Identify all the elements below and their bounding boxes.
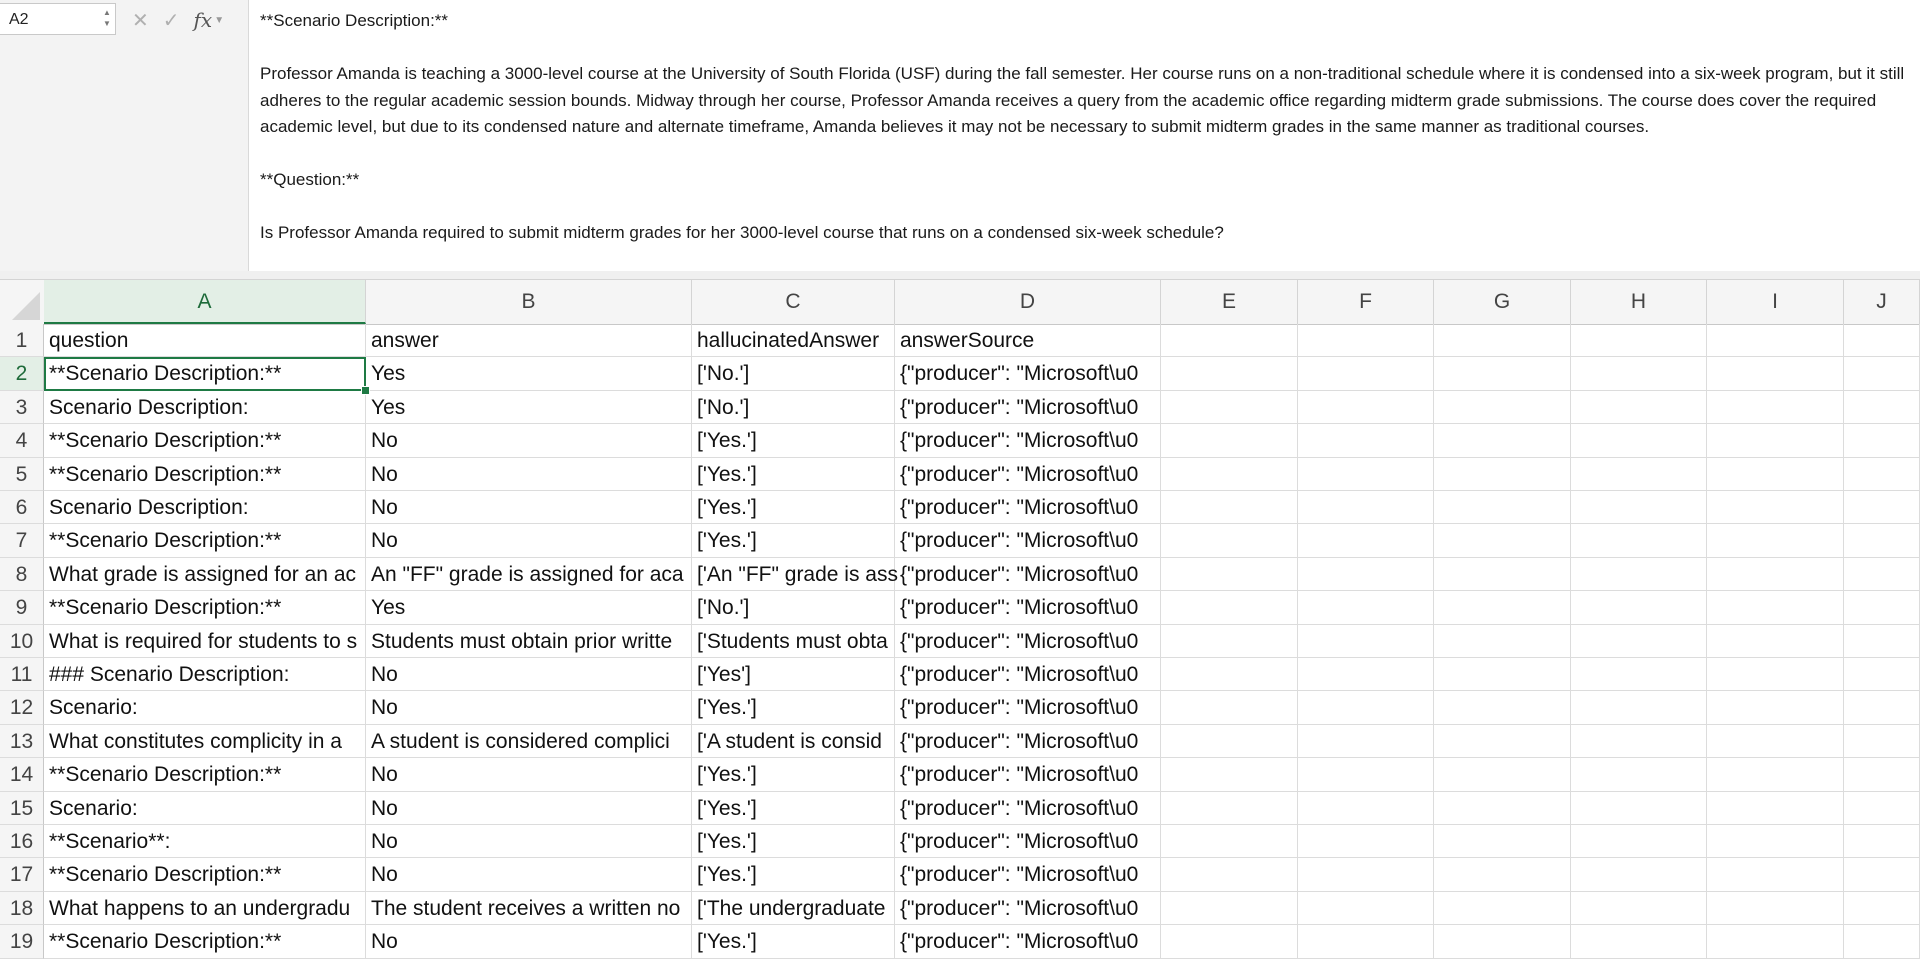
cell-g9[interactable]: [1434, 591, 1571, 624]
cell-e10[interactable]: [1161, 625, 1298, 658]
cell-a12[interactable]: Scenario:: [44, 691, 366, 724]
cell-i3[interactable]: [1707, 391, 1844, 424]
cell-j9[interactable]: [1844, 591, 1920, 624]
cell-c17[interactable]: ['Yes.']: [692, 858, 895, 891]
cell-b9[interactable]: Yes: [366, 591, 692, 624]
cell-d5[interactable]: {"producer": "Microsoft\u0: [895, 458, 1161, 491]
cell-f3[interactable]: [1298, 391, 1434, 424]
cell-f7[interactable]: [1298, 524, 1434, 557]
cell-a5[interactable]: **Scenario Description:**: [44, 458, 366, 491]
cell-d8[interactable]: {"producer": "Microsoft\u0: [895, 558, 1161, 591]
column-header-h[interactable]: H: [1571, 280, 1707, 324]
column-header-i[interactable]: I: [1707, 280, 1844, 324]
cell-e16[interactable]: [1161, 825, 1298, 858]
cell-g14[interactable]: [1434, 758, 1571, 791]
cell-c6[interactable]: ['Yes.']: [692, 491, 895, 524]
cell-e18[interactable]: [1161, 892, 1298, 925]
cell-i4[interactable]: [1707, 424, 1844, 457]
row-header-9[interactable]: 9: [0, 591, 44, 624]
cell-d1[interactable]: answerSource: [895, 324, 1161, 357]
cell-f13[interactable]: [1298, 725, 1434, 758]
cell-i5[interactable]: [1707, 458, 1844, 491]
cell-i16[interactable]: [1707, 825, 1844, 858]
column-header-g[interactable]: G: [1434, 280, 1571, 324]
cell-d15[interactable]: {"producer": "Microsoft\u0: [895, 792, 1161, 825]
formula-input[interactable]: [260, 8, 1910, 273]
cell-f15[interactable]: [1298, 792, 1434, 825]
formula-line: Is Professor Amanda required to submit midterm grades for her 3000-level course that runs on a condensed six-week schedule?: [260, 223, 1224, 242]
cell-j15[interactable]: [1844, 792, 1920, 825]
cell-c18[interactable]: ['The undergraduate: [692, 892, 895, 925]
cell-f4[interactable]: [1298, 424, 1434, 457]
column-header-d[interactable]: D: [895, 280, 1161, 324]
cell-c12[interactable]: ['Yes.']: [692, 691, 895, 724]
cell-h3[interactable]: [1571, 391, 1707, 424]
cell-i12[interactable]: [1707, 691, 1844, 724]
cell-b4[interactable]: No: [366, 424, 692, 457]
cell-h6[interactable]: [1571, 491, 1707, 524]
cell-b7[interactable]: No: [366, 524, 692, 557]
chevron-down-icon[interactable]: ▼: [214, 14, 225, 26]
cell-j11[interactable]: [1844, 658, 1920, 691]
cell-b10[interactable]: Students must obtain prior writte: [366, 625, 692, 658]
cell-d6[interactable]: {"producer": "Microsoft\u0: [895, 491, 1161, 524]
cell-f1[interactable]: [1298, 324, 1434, 357]
formula-line: Professor Amanda is teaching a 3000-level course at the University of South Florida (USF) during the fall semester. Her course runs on a non-traditional schedule where it is condensed into a six-week program, but it still adheres to the regular academic session bounds. Midway through her course, Professor Amanda receives a query from the academic office regarding midterm grade submissions. The course does cover the required academic level, but due to its condensed nature and alternate timeframe, Amanda believes it may not be necessary to submit midterm grades in the same manner as traditional courses.: [260, 64, 1905, 136]
cell-i14[interactable]: [1707, 758, 1844, 791]
cell-h14[interactable]: [1571, 758, 1707, 791]
cell-h7[interactable]: [1571, 524, 1707, 557]
cell-c10[interactable]: ['Students must obta: [692, 625, 895, 658]
cell-a7[interactable]: **Scenario Description:**: [44, 524, 366, 557]
row-header-10[interactable]: 10: [0, 625, 44, 658]
cell-d11[interactable]: {"producer": "Microsoft\u0: [895, 658, 1161, 691]
cell-f19[interactable]: [1298, 925, 1434, 958]
cell-d2[interactable]: {"producer": "Microsoft\u0: [895, 357, 1161, 390]
cell-j18[interactable]: [1844, 892, 1920, 925]
cell-h4[interactable]: [1571, 424, 1707, 457]
cell-d14[interactable]: {"producer": "Microsoft\u0: [895, 758, 1161, 791]
cell-i15[interactable]: [1707, 792, 1844, 825]
cell-g7[interactable]: [1434, 524, 1571, 557]
name-box-spinner[interactable]: [102, 7, 112, 31]
cell-c19[interactable]: ['Yes.']: [692, 925, 895, 958]
row-header-17[interactable]: 17: [0, 858, 44, 891]
cell-g18[interactable]: [1434, 892, 1571, 925]
cell-g5[interactable]: [1434, 458, 1571, 491]
formula-line: **Scenario Description:**: [260, 11, 449, 30]
row-header-18[interactable]: 18: [0, 892, 44, 925]
row-header-11[interactable]: 11: [0, 658, 44, 691]
cell-g11[interactable]: [1434, 658, 1571, 691]
cell-a18[interactable]: What happens to an undergradu: [44, 892, 366, 925]
cell-i1[interactable]: [1707, 324, 1844, 357]
cell-d19[interactable]: {"producer": "Microsoft\u0: [895, 925, 1161, 958]
spinner-up-icon[interactable]: ▲: [103, 8, 111, 17]
cell-h19[interactable]: [1571, 925, 1707, 958]
column-header-j[interactable]: J: [1844, 280, 1920, 324]
row-header-4[interactable]: 4: [0, 424, 44, 457]
cell-j2[interactable]: [1844, 357, 1920, 390]
formula-line: **Question:**: [260, 170, 360, 189]
cell-a13[interactable]: What constitutes complicity in a: [44, 725, 366, 758]
cell-f10[interactable]: [1298, 625, 1434, 658]
cell-e14[interactable]: [1161, 758, 1298, 791]
cell-f14[interactable]: [1298, 758, 1434, 791]
row-header-15[interactable]: 15: [0, 792, 44, 825]
cell-j5[interactable]: [1844, 458, 1920, 491]
cell-h11[interactable]: [1571, 658, 1707, 691]
cell-a2[interactable]: **Scenario Description:**: [44, 357, 366, 390]
column-header-c[interactable]: C: [692, 280, 895, 324]
cell-e15[interactable]: [1161, 792, 1298, 825]
cell-f11[interactable]: [1298, 658, 1434, 691]
cell-h18[interactable]: [1571, 892, 1707, 925]
row-header-19[interactable]: 19: [0, 925, 44, 958]
formula-controls: [132, 6, 224, 34]
cell-h8[interactable]: [1571, 558, 1707, 591]
cell-e1[interactable]: [1161, 324, 1298, 357]
cell-c15[interactable]: ['Yes.']: [692, 792, 895, 825]
cell-b6[interactable]: No: [366, 491, 692, 524]
insert-function-icon[interactable]: fx: [193, 8, 213, 32]
cell-a10[interactable]: What is required for students to s: [44, 625, 366, 658]
cell-j10[interactable]: [1844, 625, 1920, 658]
cell-i2[interactable]: [1707, 357, 1844, 390]
cell-d7[interactable]: {"producer": "Microsoft\u0: [895, 524, 1161, 557]
row-header-3[interactable]: 3: [0, 391, 44, 424]
cell-i6[interactable]: [1707, 491, 1844, 524]
cell-f12[interactable]: [1298, 691, 1434, 724]
cell-g2[interactable]: [1434, 357, 1571, 390]
cell-g15[interactable]: [1434, 792, 1571, 825]
cell-a19[interactable]: **Scenario Description:**: [44, 925, 366, 958]
cell-a16[interactable]: **Scenario**:: [44, 825, 366, 858]
fill-handle[interactable]: [361, 386, 370, 395]
cell-a3[interactable]: Scenario Description:: [44, 391, 366, 424]
cell-i8[interactable]: [1707, 558, 1844, 591]
cell-c2[interactable]: ['No.']: [692, 357, 895, 390]
name-box[interactable]: [0, 3, 116, 35]
cell-e19[interactable]: [1161, 925, 1298, 958]
row-header-2[interactable]: 2: [0, 357, 44, 390]
cell-f8[interactable]: [1298, 558, 1434, 591]
cell-j1[interactable]: [1844, 324, 1920, 357]
cell-a1[interactable]: question: [44, 324, 366, 357]
cell-i11[interactable]: [1707, 658, 1844, 691]
cell-c13[interactable]: ['A student is consid: [692, 725, 895, 758]
cell-d13[interactable]: {"producer": "Microsoft\u0: [895, 725, 1161, 758]
cell-j7[interactable]: [1844, 524, 1920, 557]
row-header-12[interactable]: 12: [0, 691, 44, 724]
cell-c7[interactable]: ['Yes.']: [692, 524, 895, 557]
cell-g16[interactable]: [1434, 825, 1571, 858]
cell-b16[interactable]: No: [366, 825, 692, 858]
cell-a8[interactable]: What grade is assigned for an ac: [44, 558, 366, 591]
cell-d18[interactable]: {"producer": "Microsoft\u0: [895, 892, 1161, 925]
cell-i19[interactable]: [1707, 925, 1844, 958]
cell-e7[interactable]: [1161, 524, 1298, 557]
confirm-icon[interactable]: ✓: [162, 9, 180, 32]
select-all-corner[interactable]: [0, 280, 45, 324]
cell-b13[interactable]: A student is considered complici: [366, 725, 692, 758]
name-box-value[interactable]: A2: [9, 11, 29, 28]
cell-e12[interactable]: [1161, 691, 1298, 724]
column-header-row: [0, 280, 1920, 325]
spreadsheet-grid[interactable]: [0, 280, 1920, 954]
cell-e4[interactable]: [1161, 424, 1298, 457]
cell-h17[interactable]: [1571, 858, 1707, 891]
column-header-b[interactable]: B: [366, 280, 692, 324]
cell-i18[interactable]: [1707, 892, 1844, 925]
cell-e3[interactable]: [1161, 391, 1298, 424]
cell-h1[interactable]: [1571, 324, 1707, 357]
row-header-14[interactable]: 14: [0, 758, 44, 791]
cell-e2[interactable]: [1161, 357, 1298, 390]
cell-j14[interactable]: [1844, 758, 1920, 791]
cell-b2[interactable]: Yes: [366, 357, 692, 390]
cell-a15[interactable]: Scenario:: [44, 792, 366, 825]
cell-c4[interactable]: ['Yes.']: [692, 424, 895, 457]
cell-h13[interactable]: [1571, 725, 1707, 758]
cell-j6[interactable]: [1844, 491, 1920, 524]
cell-e17[interactable]: [1161, 858, 1298, 891]
cell-d3[interactable]: {"producer": "Microsoft\u0: [895, 391, 1161, 424]
cell-g6[interactable]: [1434, 491, 1571, 524]
cell-h5[interactable]: [1571, 458, 1707, 491]
cell-h12[interactable]: [1571, 691, 1707, 724]
cell-b17[interactable]: No: [366, 858, 692, 891]
cell-i17[interactable]: [1707, 858, 1844, 891]
row-header-8[interactable]: 8: [0, 558, 44, 591]
cell-d9[interactable]: {"producer": "Microsoft\u0: [895, 591, 1161, 624]
cell-d16[interactable]: {"producer": "Microsoft\u0: [895, 825, 1161, 858]
cell-d10[interactable]: {"producer": "Microsoft\u0: [895, 625, 1161, 658]
cell-a17[interactable]: **Scenario Description:**: [44, 858, 366, 891]
cell-c5[interactable]: ['Yes.']: [692, 458, 895, 491]
row-header-5[interactable]: 5: [0, 458, 44, 491]
cell-f16[interactable]: [1298, 825, 1434, 858]
cell-e9[interactable]: [1161, 591, 1298, 624]
cell-g13[interactable]: [1434, 725, 1571, 758]
cell-i13[interactable]: [1707, 725, 1844, 758]
cell-g10[interactable]: [1434, 625, 1571, 658]
cell-f9[interactable]: [1298, 591, 1434, 624]
cell-d17[interactable]: {"producer": "Microsoft\u0: [895, 858, 1161, 891]
cell-j19[interactable]: [1844, 925, 1920, 958]
column-header-e[interactable]: E: [1161, 280, 1298, 324]
row-header-7[interactable]: 7: [0, 524, 44, 557]
cell-h9[interactable]: [1571, 591, 1707, 624]
cell-g19[interactable]: [1434, 925, 1571, 958]
formula-bar-resize-handle[interactable]: [0, 271, 1920, 280]
cell-c1[interactable]: hallucinatedAnswer: [692, 324, 895, 357]
cell-g4[interactable]: [1434, 424, 1571, 457]
cell-a9[interactable]: **Scenario Description:**: [44, 591, 366, 624]
cell-e11[interactable]: [1161, 658, 1298, 691]
cell-h16[interactable]: [1571, 825, 1707, 858]
formula-bar: [0, 0, 1920, 272]
row-header-16[interactable]: 16: [0, 825, 44, 858]
cell-h15[interactable]: [1571, 792, 1707, 825]
row-header-6[interactable]: 6: [0, 491, 44, 524]
cell-e6[interactable]: [1161, 491, 1298, 524]
cell-j12[interactable]: [1844, 691, 1920, 724]
cell-b19[interactable]: No: [366, 925, 692, 958]
cancel-icon[interactable]: ✕: [132, 9, 149, 32]
cell-d4[interactable]: {"producer": "Microsoft\u0: [895, 424, 1161, 457]
cell-b5[interactable]: No: [366, 458, 692, 491]
cell-i10[interactable]: [1707, 625, 1844, 658]
spinner-down-icon[interactable]: ▼: [103, 19, 111, 28]
cell-j16[interactable]: [1844, 825, 1920, 858]
cell-c3[interactable]: ['No.']: [692, 391, 895, 424]
cell-f17[interactable]: [1298, 858, 1434, 891]
cell-b18[interactable]: The student receives a written no: [366, 892, 692, 925]
cell-c16[interactable]: ['Yes.']: [692, 825, 895, 858]
cell-j3[interactable]: [1844, 391, 1920, 424]
cell-b3[interactable]: Yes: [366, 391, 692, 424]
cell-j8[interactable]: [1844, 558, 1920, 591]
cell-i9[interactable]: [1707, 591, 1844, 624]
cell-f6[interactable]: [1298, 491, 1434, 524]
column-header-f[interactable]: F: [1298, 280, 1434, 324]
cell-e13[interactable]: [1161, 725, 1298, 758]
cell-b15[interactable]: No: [366, 792, 692, 825]
cell-f5[interactable]: [1298, 458, 1434, 491]
cell-b12[interactable]: No: [366, 691, 692, 724]
cell-b14[interactable]: No: [366, 758, 692, 791]
cell-b1[interactable]: answer: [366, 324, 692, 357]
cell-b11[interactable]: No: [366, 658, 692, 691]
cell-a11[interactable]: ### Scenario Description:: [44, 658, 366, 691]
cell-j17[interactable]: [1844, 858, 1920, 891]
cell-h10[interactable]: [1571, 625, 1707, 658]
cell-f2[interactable]: [1298, 357, 1434, 390]
cell-c9[interactable]: ['No.']: [692, 591, 895, 624]
cell-a6[interactable]: Scenario Description:: [44, 491, 366, 524]
cell-i7[interactable]: [1707, 524, 1844, 557]
cell-e8[interactable]: [1161, 558, 1298, 591]
cell-c14[interactable]: ['Yes.']: [692, 758, 895, 791]
column-header-a[interactable]: A: [44, 280, 366, 324]
cell-g1[interactable]: [1434, 324, 1571, 357]
cell-g12[interactable]: [1434, 691, 1571, 724]
cell-b8[interactable]: An "FF" grade is assigned for aca: [366, 558, 692, 591]
cell-a4[interactable]: **Scenario Description:**: [44, 424, 366, 457]
cell-e5[interactable]: [1161, 458, 1298, 491]
formula-bar-left-pane: [0, 0, 249, 271]
cell-j13[interactable]: [1844, 725, 1920, 758]
cell-c11[interactable]: ['Yes']: [692, 658, 895, 691]
cell-j4[interactable]: [1844, 424, 1920, 457]
cell-a14[interactable]: **Scenario Description:**: [44, 758, 366, 791]
cell-g17[interactable]: [1434, 858, 1571, 891]
cell-h2[interactable]: [1571, 357, 1707, 390]
cell-d12[interactable]: {"producer": "Microsoft\u0: [895, 691, 1161, 724]
cell-f18[interactable]: [1298, 892, 1434, 925]
row-header-1[interactable]: 1: [0, 324, 44, 357]
cell-g3[interactable]: [1434, 391, 1571, 424]
cell-c8[interactable]: ['An "FF" grade is ass: [692, 558, 895, 591]
cell-g8[interactable]: [1434, 558, 1571, 591]
row-header-13[interactable]: 13: [0, 725, 44, 758]
